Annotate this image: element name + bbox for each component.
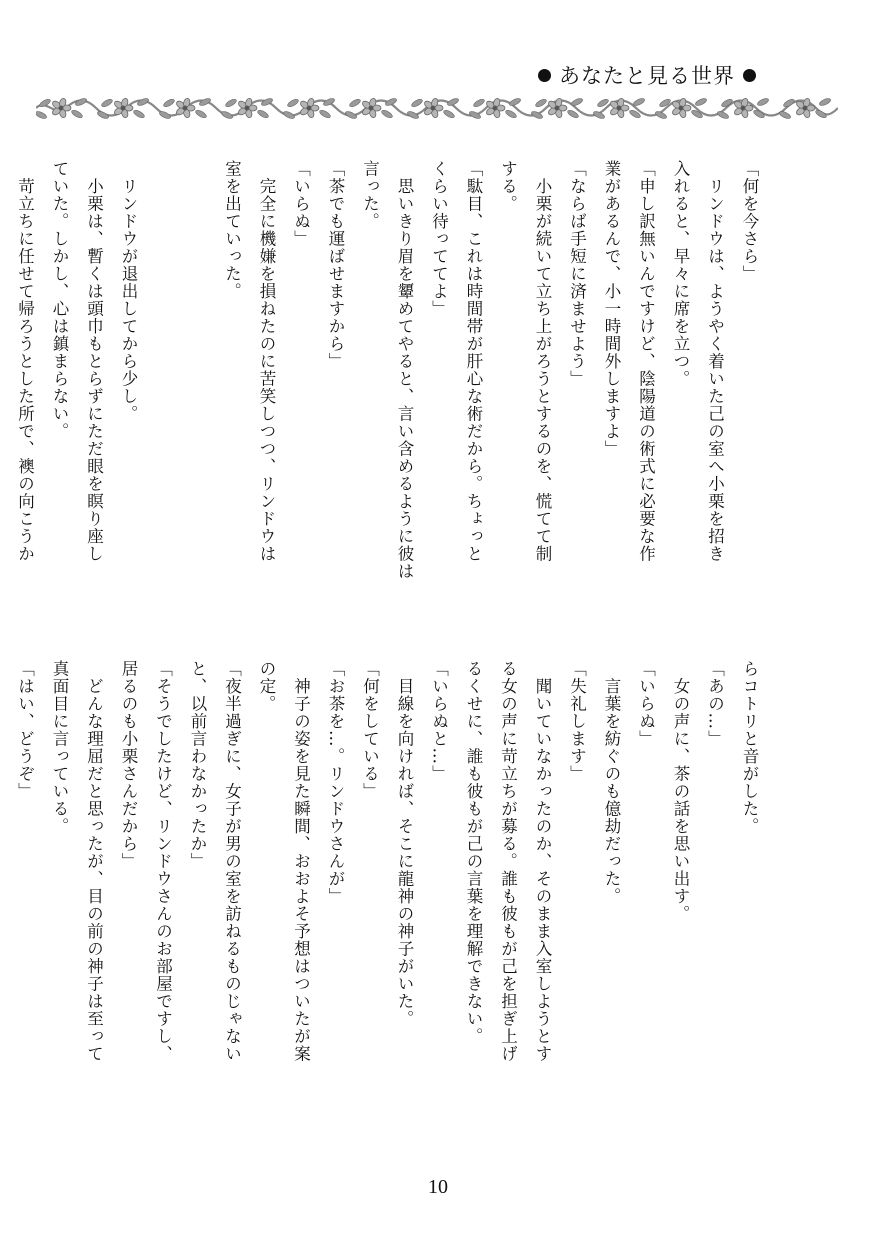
text-line [180,160,215,605]
vine-flower-icon [113,98,133,119]
body-text-upper [15,160,766,605]
vine-leaf-icon [756,97,769,107]
text-line: 居るのも小栗さんだから」 [119,660,138,870]
text-line: 「何をしている」 [360,660,380,800]
vine-leaf-icon [443,109,456,120]
vine-leaf-icon [508,97,521,107]
bullet-right-icon [743,69,756,82]
text-line: リンドウが退出してから少し。 [119,160,138,423]
text-line: リンドウは、ようやく着いた己の室へ小栗を招き [705,160,725,563]
vine-leaf-icon [136,97,149,107]
vine-leaf-icon [818,97,831,107]
text-line: 「あの…」 [705,660,725,748]
vine-flower-icon [51,98,71,119]
text-line: 思いきり眉を顰めてやると、言い含めるように彼は [395,160,414,580]
vine-leaf-icon [381,109,394,120]
vine-leaf-icon [406,110,419,120]
body-text-lower [15,660,766,1122]
text-line: 入れると、早々に席を立つ。 [671,160,690,388]
vine-leaf-icon [632,97,645,107]
vine-leaf-icon [71,109,84,120]
text-line: 聞いていなかったのか、そのまま入室しようとす [533,660,552,1063]
vine-leaf-icon [74,97,87,107]
vine-leaf-icon [468,110,481,120]
text-line: る女の声に苛立ちが募る。誰も彼もが己を担ぎ上げ [498,660,518,1063]
text-line: 「いらぬ」 [291,160,311,248]
text-line: と、以前言わなかったか」 [188,660,207,870]
vine-leaf-icon [195,109,208,120]
vine-leaf-icon [198,97,211,107]
text-line: 「そうでしたけど、リンドウさんのお部屋ですし、 [153,660,173,1063]
text-line: する。 [498,160,518,213]
text-line: 「ならば手短に済ませよう」 [567,160,587,388]
text-line: 神子の姿を見た瞬間、おおよそ予想はついたが案 [291,660,311,1063]
text-line: 「失礼します」 [567,660,587,783]
vine-flower-icon [795,98,815,119]
vine-flower-icon [237,98,257,119]
vine-leaf-icon [101,98,114,109]
vine-leaf-icon [778,110,791,120]
vine-leaf-icon [133,109,146,120]
vine-leaf-icon [225,98,238,109]
text-line: 小栗は、暫くは頭巾もとらずにただ眼を瞑り座し [84,160,104,563]
text-line: くらい待っててよ」 [429,160,449,318]
vine-leaf-icon [659,98,672,109]
vine-flower-icon [175,98,195,119]
vine-leaf-icon [411,98,424,109]
text-line: らコトリと音がした。 [740,660,759,835]
text-line: 業があるんで、小一時間外しますよ」 [602,160,621,458]
vine-leaf-icon [287,98,300,109]
vine-leaf-icon [535,98,548,109]
vine-flower-icon [733,98,753,119]
vine-leaf-icon [473,98,486,109]
vine-flower-icon [671,98,691,119]
vine-leaf-icon [694,97,707,107]
text-line: 「夜半過ぎに、女子が男の室を訪ねるものじゃない [222,660,242,1063]
vine-leaf-icon [257,109,270,120]
text-line: 「お茶を…。リンドウさんが」 [326,660,345,905]
text-line: の定。 [257,660,276,713]
text-line [145,160,180,605]
vine-leaf-icon [384,97,397,107]
text-line: 完全に機嫌を損ねたのに苦笑しつつ、リンドウは [257,160,276,563]
text-line: るくせに、誰も彼もが己の言葉を理解できない。 [464,660,483,1045]
text-line: ていた。しかし、心は鎮まらない。 [50,160,69,440]
text-line: 「いらぬ」 [636,660,656,748]
vine-leaf-icon [349,98,362,109]
header-title-text: あなたと見る世界 [559,64,735,88]
vine-leaf-icon [158,110,171,120]
text-line: 「はい、どうぞ」 [15,660,35,800]
text-line: 「茶でも運ばせますから」 [326,160,345,370]
bullet-left-icon [538,69,551,82]
text-line: 目線を向ければ、そこに龍神の神子がいた。 [395,660,414,1028]
text-line: 「申し訳無いんですけど、陰陽道の術式に必要な作 [636,160,656,563]
vine-leaf-icon [163,98,176,109]
text-line: 女の声に、茶の話を思い出す。 [671,660,690,923]
text-line: どんな理屈だと思ったが、目の前の神子は至って [84,660,104,1063]
vine-leaf-icon [220,110,233,120]
text-line: 言った。 [360,160,380,230]
vine-leaf-icon [319,109,332,120]
page-number: 10 [428,1176,448,1198]
vine-leaf-icon [815,109,828,120]
vine-leaf-icon [282,110,295,120]
text-line: 小栗が続いて立ち上がろうとするのを、慌てて制 [533,160,552,563]
text-line: 言葉を紡ぐのも億劫だった。 [602,660,621,905]
vine-leaf-icon [36,110,48,120]
running-header [530,60,764,90]
text-line: 「駄目、これは時間帯が肝心な術だから。ちょっと [464,160,483,563]
floral-vine-ornament [36,93,838,123]
vine-leaf-icon [96,110,109,120]
vine-leaf-icon [505,109,518,120]
text-line: 室を出ていった。 [222,160,242,300]
text-line: 真面目に言っている。 [50,660,69,835]
text-line: 「何を今さら」 [740,160,759,283]
vine-leaf-icon [344,110,357,120]
vine-leaf-icon [570,97,583,107]
text-line: 苛立ちに任せて帰ろうとした所で、襖の向こうか [15,160,35,563]
text-line: 「いらぬと…」 [429,660,449,783]
